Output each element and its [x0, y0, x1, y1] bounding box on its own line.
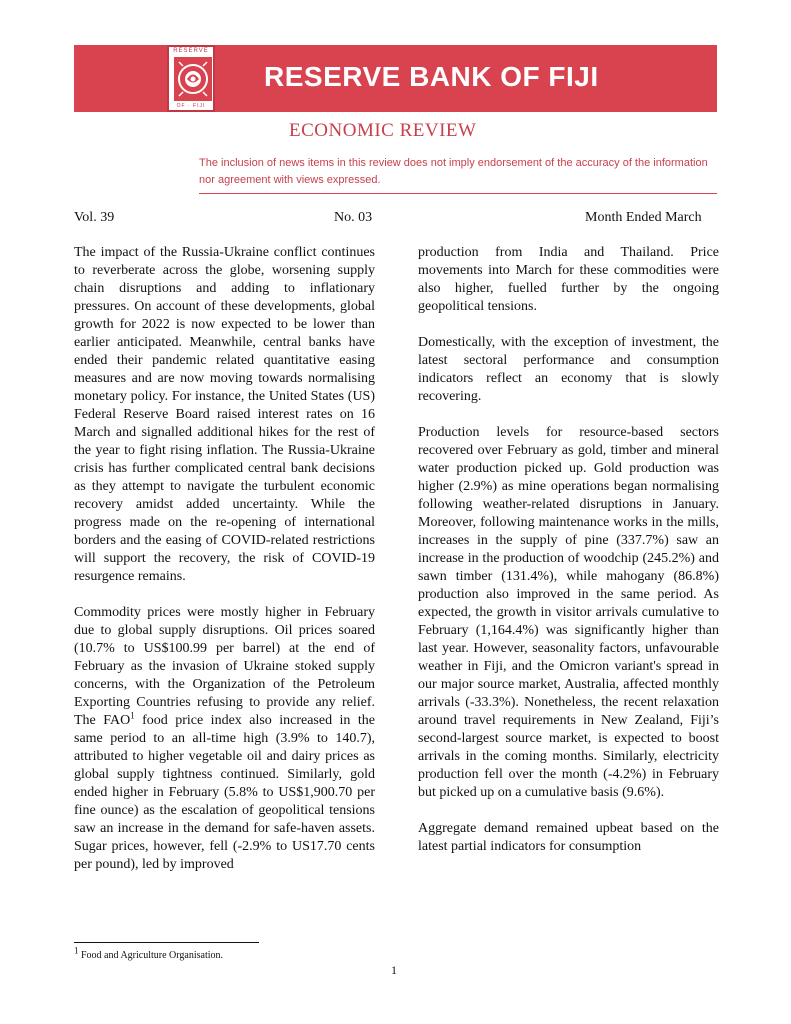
rbf-logo: [167, 45, 215, 112]
volume-label: Vol. 39: [74, 210, 115, 225]
footnote-divider: [74, 942, 259, 943]
footnote: [74, 945, 224, 961]
disclaimer: The inclusion of news items in this review does not imply endorsement of the accuracy of the information nor agreement with views expressed.: [199, 157, 708, 186]
paragraph-global-outlook: The impact of the Russia-Ukraine conflict continues to reverberate across the globe, worsening supply chain disruptions and adding to inflationary pressures. On account of these developments, global growth for 2022 is now expected to be lower than earlier anticipated. Meanwhile, central banks have ended their pandemic related quantitative easing measures and are now moving towards normalising monetary policy. For instance, the United States (US) Federal Reserve Board raised interest rates on 16 March and signalled additional hikes for the rest of the year to fight rising inflation. The Russia-Ukraine crisis has further complicated central bank decisions as they attempt to navigate the turbulent economic recovery amidst added uncertainty. While the progress made on the re-opening of international borders and the easing of COVID-related restrictions will support the recovery, the risk of COVID-19 resurgence remains.: [74, 245, 375, 584]
masthead-banner: [74, 45, 717, 112]
paragraph-aggregate-demand: Aggregate demand remained upbeat based on the latest partial indicators for consumption: [418, 821, 719, 854]
masthead: [74, 45, 717, 197]
paragraph-production: Production levels for resource-based sectors recovered over February as gold, timber and mineral water production picked up. Gold production was higher (2.9%) as mine operations began normalising following weather-related disruptions in January. Moreover, following maintenance works in the mills, increases in the supply of pine (337.7%) saw an increase in the production of woodchip (245.2%) and sawn timber (131.4%), while mahogany (86.8%) production also improved in the same period. As expected, the growth in visitor arrivals cumulative to February (1,164.4%) was significantly higher than last year. However, seasonality factors, unfavourable weather in Fiji, and the Omicron variant's spread in our major source market, Australia, affected monthly arrivals (-33.3%). Nonetheless, the recent relaxation around travel requirements in New Zealand, Fiji’s second-largest source market, is expected to boost arrivals in the coming months. Similarly, electricity production fell over the month (-4.2%) in February but picked up on a cumulative basis (9.6%).: [418, 425, 719, 800]
paragraph-domestic-overview: Domestically, with the exception of investment, the latest sectoral performance and consumption indicators reflect an economy that is slowly recovering.: [418, 335, 719, 404]
footnote-mark: 1: [74, 945, 79, 956]
commodity-text-start: Commodity prices were mostly higher in February due to global supply disruptions. Oil prices soared (10.7% to US$100.99 per barrel) at the end of February as the invasion of Ukraine stoked supply concerns, with the Organization of the Petroleum Exporting Countries refusing to provide any relief. The FAO: [74, 605, 375, 728]
logo-bottom-text: OF · FIJI: [176, 103, 206, 109]
page-number: 1: [391, 963, 397, 977]
issue-period: Month Ended March: [585, 210, 702, 225]
paragraph-commodity-prices: [74, 604, 375, 874]
right-column: [418, 244, 719, 874]
commodity-text-end: food price index also increased in the same period to an all-time high (3.9% to 140.7), attributed to higher vegetable oil and dairy prices as global supply tightness continued. Similarly, gold ended higher in February (5.8% to US$1,900.70 per fine ounce) as the escalation of geopolitical tensions saw an increase in the demand for safe-haven assets. Sugar prices, however, fell (-2.9% to US17.70 cents per pound), led by improved: [74, 713, 375, 872]
footnote-reference[interactable]: 1: [130, 710, 135, 721]
bank-name: RESERVE BANK OF FIJI: [264, 61, 599, 92]
left-column: [74, 244, 375, 892]
logo-top-text: RESERVE: [173, 48, 209, 54]
masthead-divider: [199, 193, 717, 194]
issue-number: No. 03: [334, 210, 373, 225]
paragraph-commodity-continued: production from India and Thailand. Price movements into March for these commodities were also higher, fuelled further by the ongoing geopolitical tensions.: [418, 245, 719, 314]
seal-emblem-icon: [173, 56, 213, 102]
publication-title: ECONOMIC REVIEW: [289, 120, 477, 141]
footnote-text: Food and Agriculture Organisation.: [78, 950, 224, 961]
